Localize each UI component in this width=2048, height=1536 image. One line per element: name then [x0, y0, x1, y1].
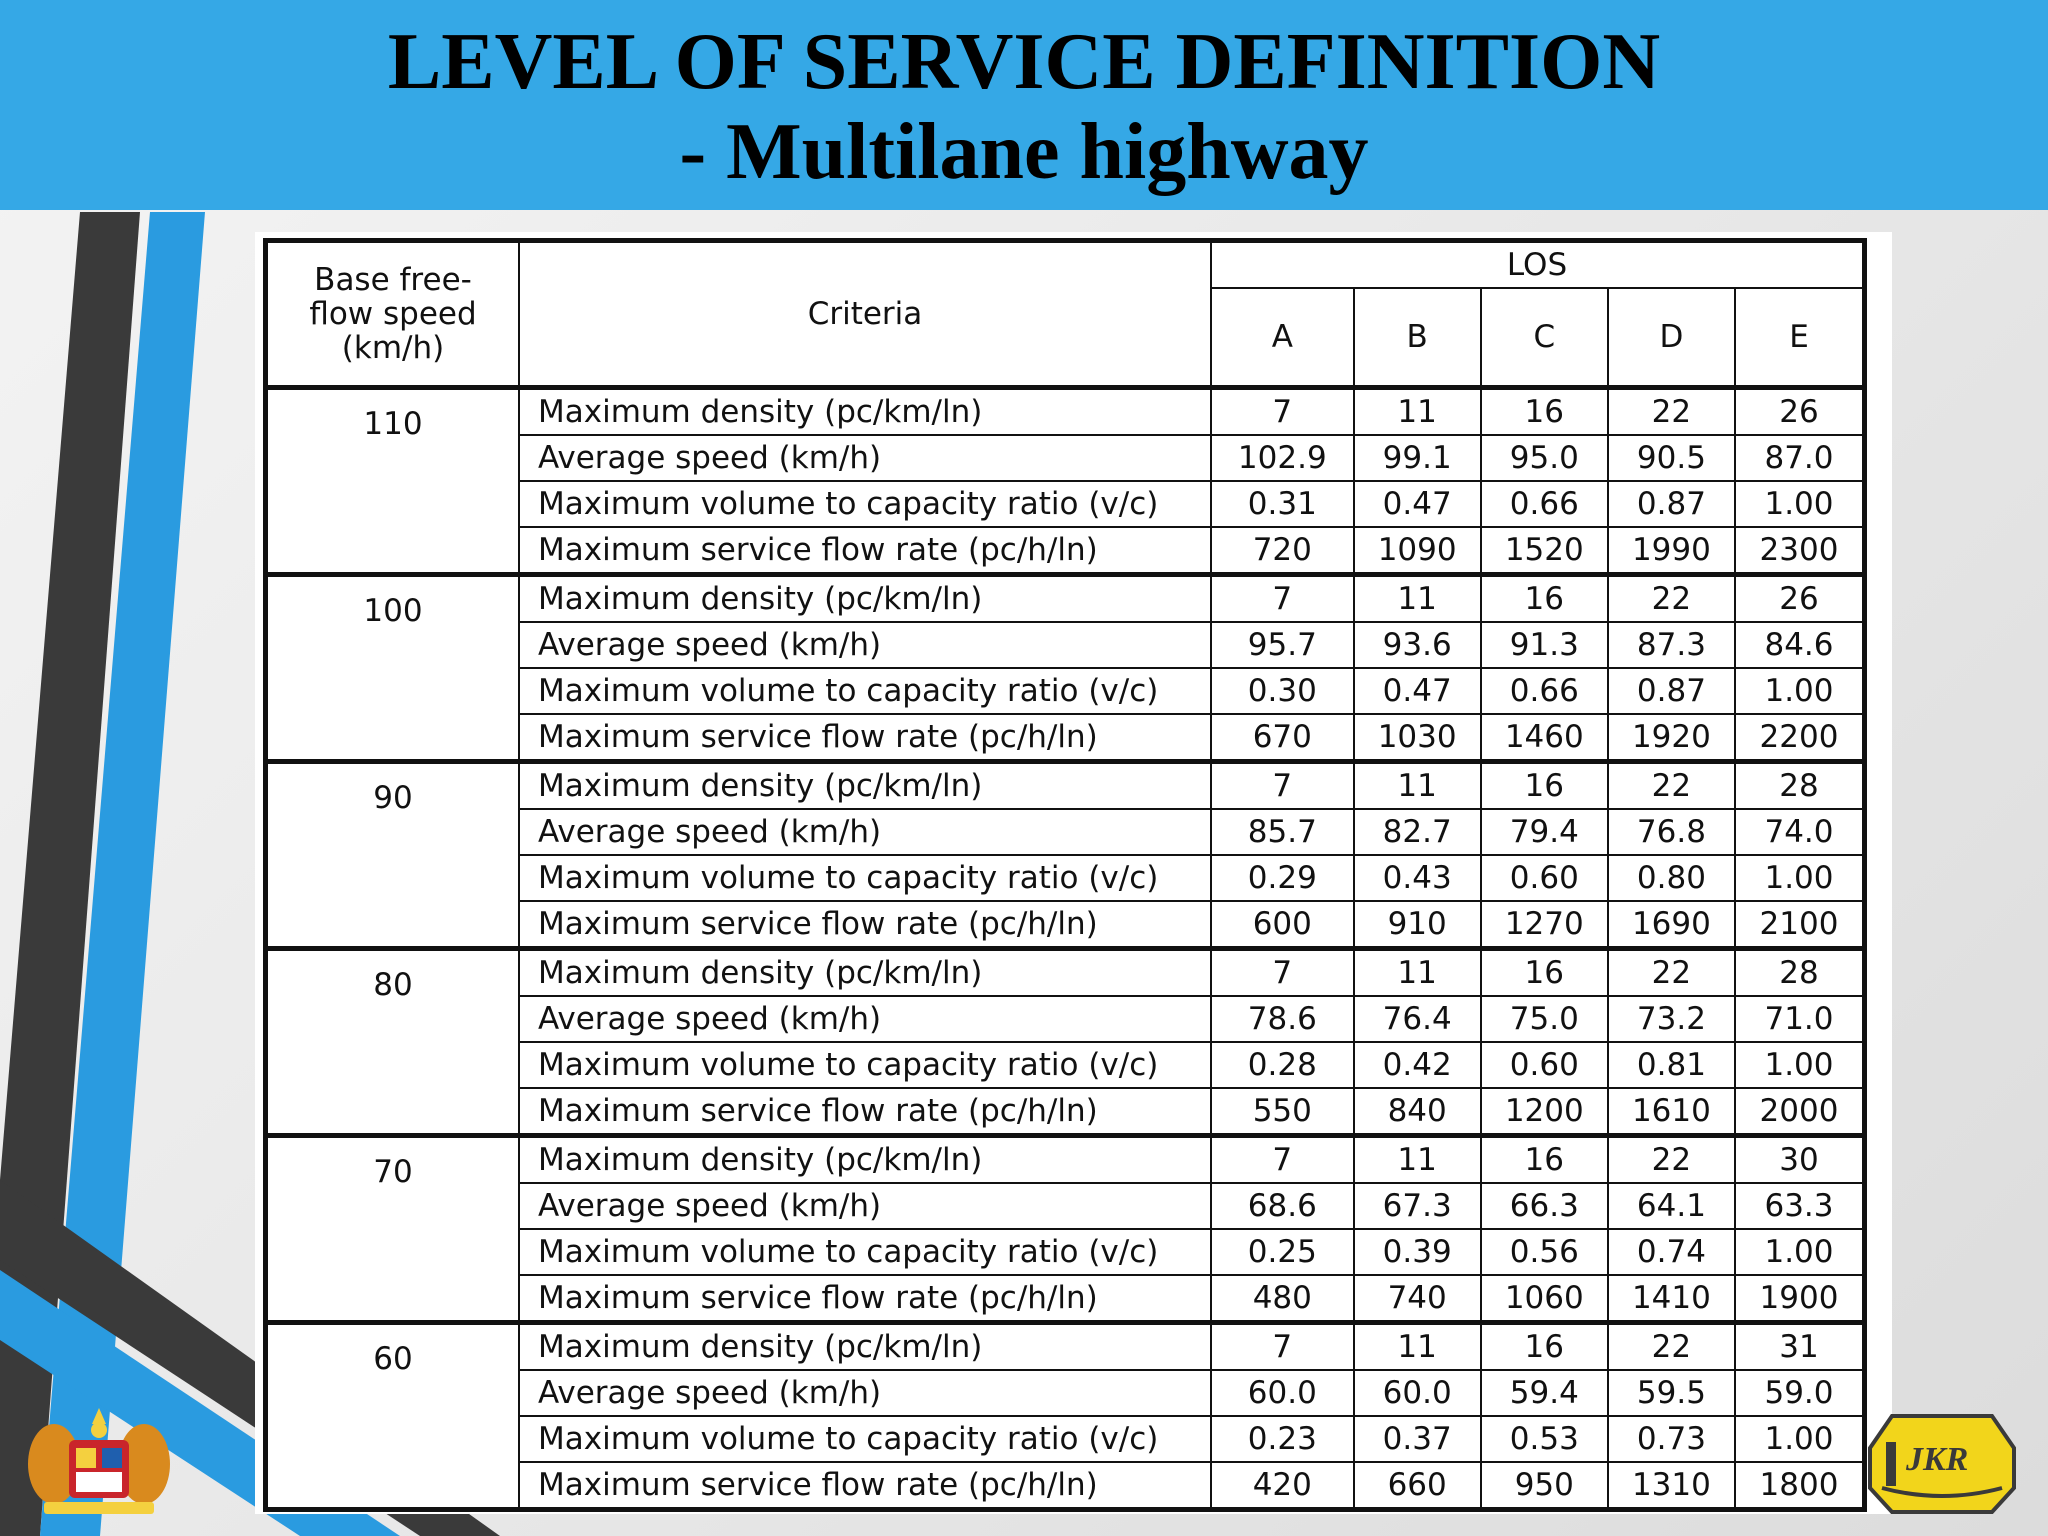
value-cell: 22: [1608, 575, 1735, 623]
value-cell: 0.29: [1211, 855, 1354, 901]
value-cell: 740: [1354, 1275, 1481, 1323]
table-row: [266, 762, 1865, 810]
value-cell: 0.74: [1608, 1229, 1735, 1275]
value-cell: 0.43: [1354, 855, 1481, 901]
criteria-cell: Average speed (km/h): [519, 996, 1211, 1042]
criteria-cell: Maximum volume to capacity ratio (v/c): [519, 481, 1211, 527]
value-cell: 7: [1211, 762, 1354, 810]
los-table-container: [255, 232, 1892, 1514]
value-cell: 1060: [1481, 1275, 1608, 1323]
value-cell: 0.53: [1481, 1416, 1608, 1462]
page-subtitle: - Multilane highway: [679, 108, 1369, 196]
value-cell: 0.42: [1354, 1042, 1481, 1088]
criteria-cell: Maximum service flow rate (pc/h/ln): [519, 714, 1211, 762]
value-cell: 660: [1354, 1462, 1481, 1510]
value-cell: 550: [1211, 1088, 1354, 1136]
value-cell: 2200: [1735, 714, 1865, 762]
value-cell: 7: [1211, 388, 1354, 436]
value-cell: 2000: [1735, 1088, 1865, 1136]
value-cell: 28: [1735, 949, 1865, 997]
value-cell: 84.6: [1735, 622, 1865, 668]
value-cell: 0.66: [1481, 668, 1608, 714]
jkr-logo-shape: [1862, 1408, 2022, 1520]
value-cell: 11: [1354, 388, 1481, 436]
value-cell: 90.5: [1608, 435, 1735, 481]
value-cell: 11: [1354, 575, 1481, 623]
value-cell: 1030: [1354, 714, 1481, 762]
table-row: [266, 388, 1865, 436]
value-cell: 1460: [1481, 714, 1608, 762]
jkr-logo-text: JKR: [1906, 1441, 1969, 1478]
value-cell: 1.00: [1735, 1416, 1865, 1462]
value-cell: 420: [1211, 1462, 1354, 1510]
value-cell: 76.4: [1354, 996, 1481, 1042]
header-los: LOS: [1211, 241, 1865, 289]
value-cell: 1.00: [1735, 1042, 1865, 1088]
value-cell: 0.56: [1481, 1229, 1608, 1275]
value-cell: 59.0: [1735, 1370, 1865, 1416]
value-cell: 63.3: [1735, 1183, 1865, 1229]
value-cell: 67.3: [1354, 1183, 1481, 1229]
value-cell: 1310: [1608, 1462, 1735, 1510]
criteria-cell: Average speed (km/h): [519, 809, 1211, 855]
value-cell: 1200: [1481, 1088, 1608, 1136]
table-row: [266, 575, 1865, 623]
los-table-header: [266, 241, 1865, 388]
value-cell: 0.87: [1608, 668, 1735, 714]
value-cell: 16: [1481, 388, 1608, 436]
value-cell: 93.6: [1354, 622, 1481, 668]
speed-cell: 90: [266, 762, 520, 949]
jata-negara-crest-icon: [14, 1402, 184, 1520]
value-cell: 31: [1735, 1323, 1865, 1371]
criteria-cell: Maximum density (pc/km/ln): [519, 388, 1211, 436]
value-cell: 16: [1481, 1136, 1608, 1184]
value-cell: 1900: [1735, 1275, 1865, 1323]
value-cell: 11: [1354, 762, 1481, 810]
table-row: [266, 1323, 1865, 1371]
value-cell: 7: [1211, 1323, 1354, 1371]
value-cell: 11: [1354, 1136, 1481, 1184]
value-cell: 79.4: [1481, 809, 1608, 855]
criteria-cell: Maximum service flow rate (pc/h/ln): [519, 1275, 1211, 1323]
value-cell: 0.73: [1608, 1416, 1735, 1462]
page-title: LEVEL OF SERVICE DEFINITION: [387, 18, 1661, 106]
value-cell: 16: [1481, 1323, 1608, 1371]
table-row: [266, 949, 1865, 997]
value-cell: 87.3: [1608, 622, 1735, 668]
criteria-cell: Maximum service flow rate (pc/h/ln): [519, 1088, 1211, 1136]
value-cell: 1270: [1481, 901, 1608, 949]
value-cell: 0.25: [1211, 1229, 1354, 1275]
criteria-cell: Maximum service flow rate (pc/h/ln): [519, 901, 1211, 949]
value-cell: 0.47: [1354, 668, 1481, 714]
value-cell: 7: [1211, 575, 1354, 623]
value-cell: 30: [1735, 1136, 1865, 1184]
value-cell: 78.6: [1211, 996, 1354, 1042]
value-cell: 99.1: [1354, 435, 1481, 481]
speed-group-90: [266, 762, 1865, 949]
value-cell: 0.87: [1608, 481, 1735, 527]
criteria-cell: Average speed (km/h): [519, 1183, 1211, 1229]
value-cell: 59.4: [1481, 1370, 1608, 1416]
value-cell: 22: [1608, 949, 1735, 997]
value-cell: 16: [1481, 949, 1608, 997]
value-cell: 840: [1354, 1088, 1481, 1136]
criteria-cell: Maximum density (pc/km/ln): [519, 949, 1211, 997]
value-cell: 7: [1211, 1136, 1354, 1184]
value-cell: 22: [1608, 762, 1735, 810]
value-cell: 0.66: [1481, 481, 1608, 527]
criteria-cell: Maximum density (pc/km/ln): [519, 1136, 1211, 1184]
value-cell: 68.6: [1211, 1183, 1354, 1229]
header-los-a: A: [1211, 288, 1354, 388]
value-cell: 1.00: [1735, 855, 1865, 901]
value-cell: 910: [1354, 901, 1481, 949]
criteria-cell: Maximum density (pc/km/ln): [519, 575, 1211, 623]
value-cell: 66.3: [1481, 1183, 1608, 1229]
speed-group-80: [266, 949, 1865, 1136]
speed-group-70: [266, 1136, 1865, 1323]
value-cell: 95.7: [1211, 622, 1354, 668]
value-cell: 59.5: [1608, 1370, 1735, 1416]
value-cell: 95.0: [1481, 435, 1608, 481]
speed-group-100: [266, 575, 1865, 762]
value-cell: 2100: [1735, 901, 1865, 949]
criteria-cell: Maximum density (pc/km/ln): [519, 1323, 1211, 1371]
value-cell: 1920: [1608, 714, 1735, 762]
value-cell: 1990: [1608, 527, 1735, 575]
value-cell: 76.8: [1608, 809, 1735, 855]
value-cell: 87.0: [1735, 435, 1865, 481]
value-cell: 2300: [1735, 527, 1865, 575]
value-cell: 102.9: [1211, 435, 1354, 481]
speed-group-110: [266, 388, 1865, 575]
criteria-cell: Average speed (km/h): [519, 435, 1211, 481]
criteria-cell: Maximum volume to capacity ratio (v/c): [519, 1229, 1211, 1275]
jkr-logo-icon: [1862, 1408, 2022, 1520]
value-cell: 0.60: [1481, 855, 1608, 901]
value-cell: 75.0: [1481, 996, 1608, 1042]
title-banner: [0, 0, 2048, 210]
value-cell: 26: [1735, 575, 1865, 623]
value-cell: 720: [1211, 527, 1354, 575]
value-cell: 1090: [1354, 527, 1481, 575]
los-table: [263, 238, 1867, 1512]
value-cell: 1.00: [1735, 481, 1865, 527]
value-cell: 0.31: [1211, 481, 1354, 527]
header-los-c: C: [1481, 288, 1608, 388]
value-cell: 60.0: [1354, 1370, 1481, 1416]
speed-cell: 100: [266, 575, 520, 762]
value-cell: 1.00: [1735, 668, 1865, 714]
value-cell: 22: [1608, 388, 1735, 436]
criteria-cell: Maximum service flow rate (pc/h/ln): [519, 527, 1211, 575]
speed-cell: 70: [266, 1136, 520, 1323]
criteria-cell: Average speed (km/h): [519, 622, 1211, 668]
value-cell: 71.0: [1735, 996, 1865, 1042]
value-cell: 85.7: [1211, 809, 1354, 855]
value-cell: 950: [1481, 1462, 1608, 1510]
criteria-cell: Maximum volume to capacity ratio (v/c): [519, 668, 1211, 714]
value-cell: 7: [1211, 949, 1354, 997]
value-cell: 480: [1211, 1275, 1354, 1323]
value-cell: 11: [1354, 1323, 1481, 1371]
value-cell: 22: [1608, 1136, 1735, 1184]
value-cell: 0.39: [1354, 1229, 1481, 1275]
header-speed: Base free-flow speed (km/h): [266, 241, 520, 388]
value-cell: 1690: [1608, 901, 1735, 949]
value-cell: 0.60: [1481, 1042, 1608, 1088]
value-cell: 28: [1735, 762, 1865, 810]
value-cell: 670: [1211, 714, 1354, 762]
speed-cell: 80: [266, 949, 520, 1136]
value-cell: 0.37: [1354, 1416, 1481, 1462]
criteria-cell: Maximum volume to capacity ratio (v/c): [519, 855, 1211, 901]
speed-group-60: [266, 1323, 1865, 1510]
criteria-cell: Maximum volume to capacity ratio (v/c): [519, 1042, 1211, 1088]
value-cell: 0.28: [1211, 1042, 1354, 1088]
value-cell: 60.0: [1211, 1370, 1354, 1416]
value-cell: 1.00: [1735, 1229, 1865, 1275]
speed-cell: 60: [266, 1323, 520, 1510]
value-cell: 22: [1608, 1323, 1735, 1371]
value-cell: 0.30: [1211, 668, 1354, 714]
value-cell: 64.1: [1608, 1183, 1735, 1229]
value-cell: 1410: [1608, 1275, 1735, 1323]
criteria-cell: Average speed (km/h): [519, 1370, 1211, 1416]
criteria-cell: Maximum volume to capacity ratio (v/c): [519, 1416, 1211, 1462]
value-cell: 0.81: [1608, 1042, 1735, 1088]
header-los-b: B: [1354, 288, 1481, 388]
value-cell: 26: [1735, 388, 1865, 436]
value-cell: 1520: [1481, 527, 1608, 575]
value-cell: 1800: [1735, 1462, 1865, 1510]
value-cell: 91.3: [1481, 622, 1608, 668]
value-cell: 11: [1354, 949, 1481, 997]
header-los-e: E: [1735, 288, 1865, 388]
value-cell: 73.2: [1608, 996, 1735, 1042]
value-cell: 600: [1211, 901, 1354, 949]
criteria-cell: Maximum density (pc/km/ln): [519, 762, 1211, 810]
table-row: [266, 1136, 1865, 1184]
header-criteria: Criteria: [519, 241, 1211, 388]
header-los-d: D: [1608, 288, 1735, 388]
value-cell: 16: [1481, 575, 1608, 623]
value-cell: 16: [1481, 762, 1608, 810]
value-cell: 0.47: [1354, 481, 1481, 527]
speed-cell: 110: [266, 388, 520, 575]
value-cell: 82.7: [1354, 809, 1481, 855]
value-cell: 0.80: [1608, 855, 1735, 901]
value-cell: 74.0: [1735, 809, 1865, 855]
value-cell: 1610: [1608, 1088, 1735, 1136]
criteria-cell: Maximum service flow rate (pc/h/ln): [519, 1462, 1211, 1510]
value-cell: 0.23: [1211, 1416, 1354, 1462]
